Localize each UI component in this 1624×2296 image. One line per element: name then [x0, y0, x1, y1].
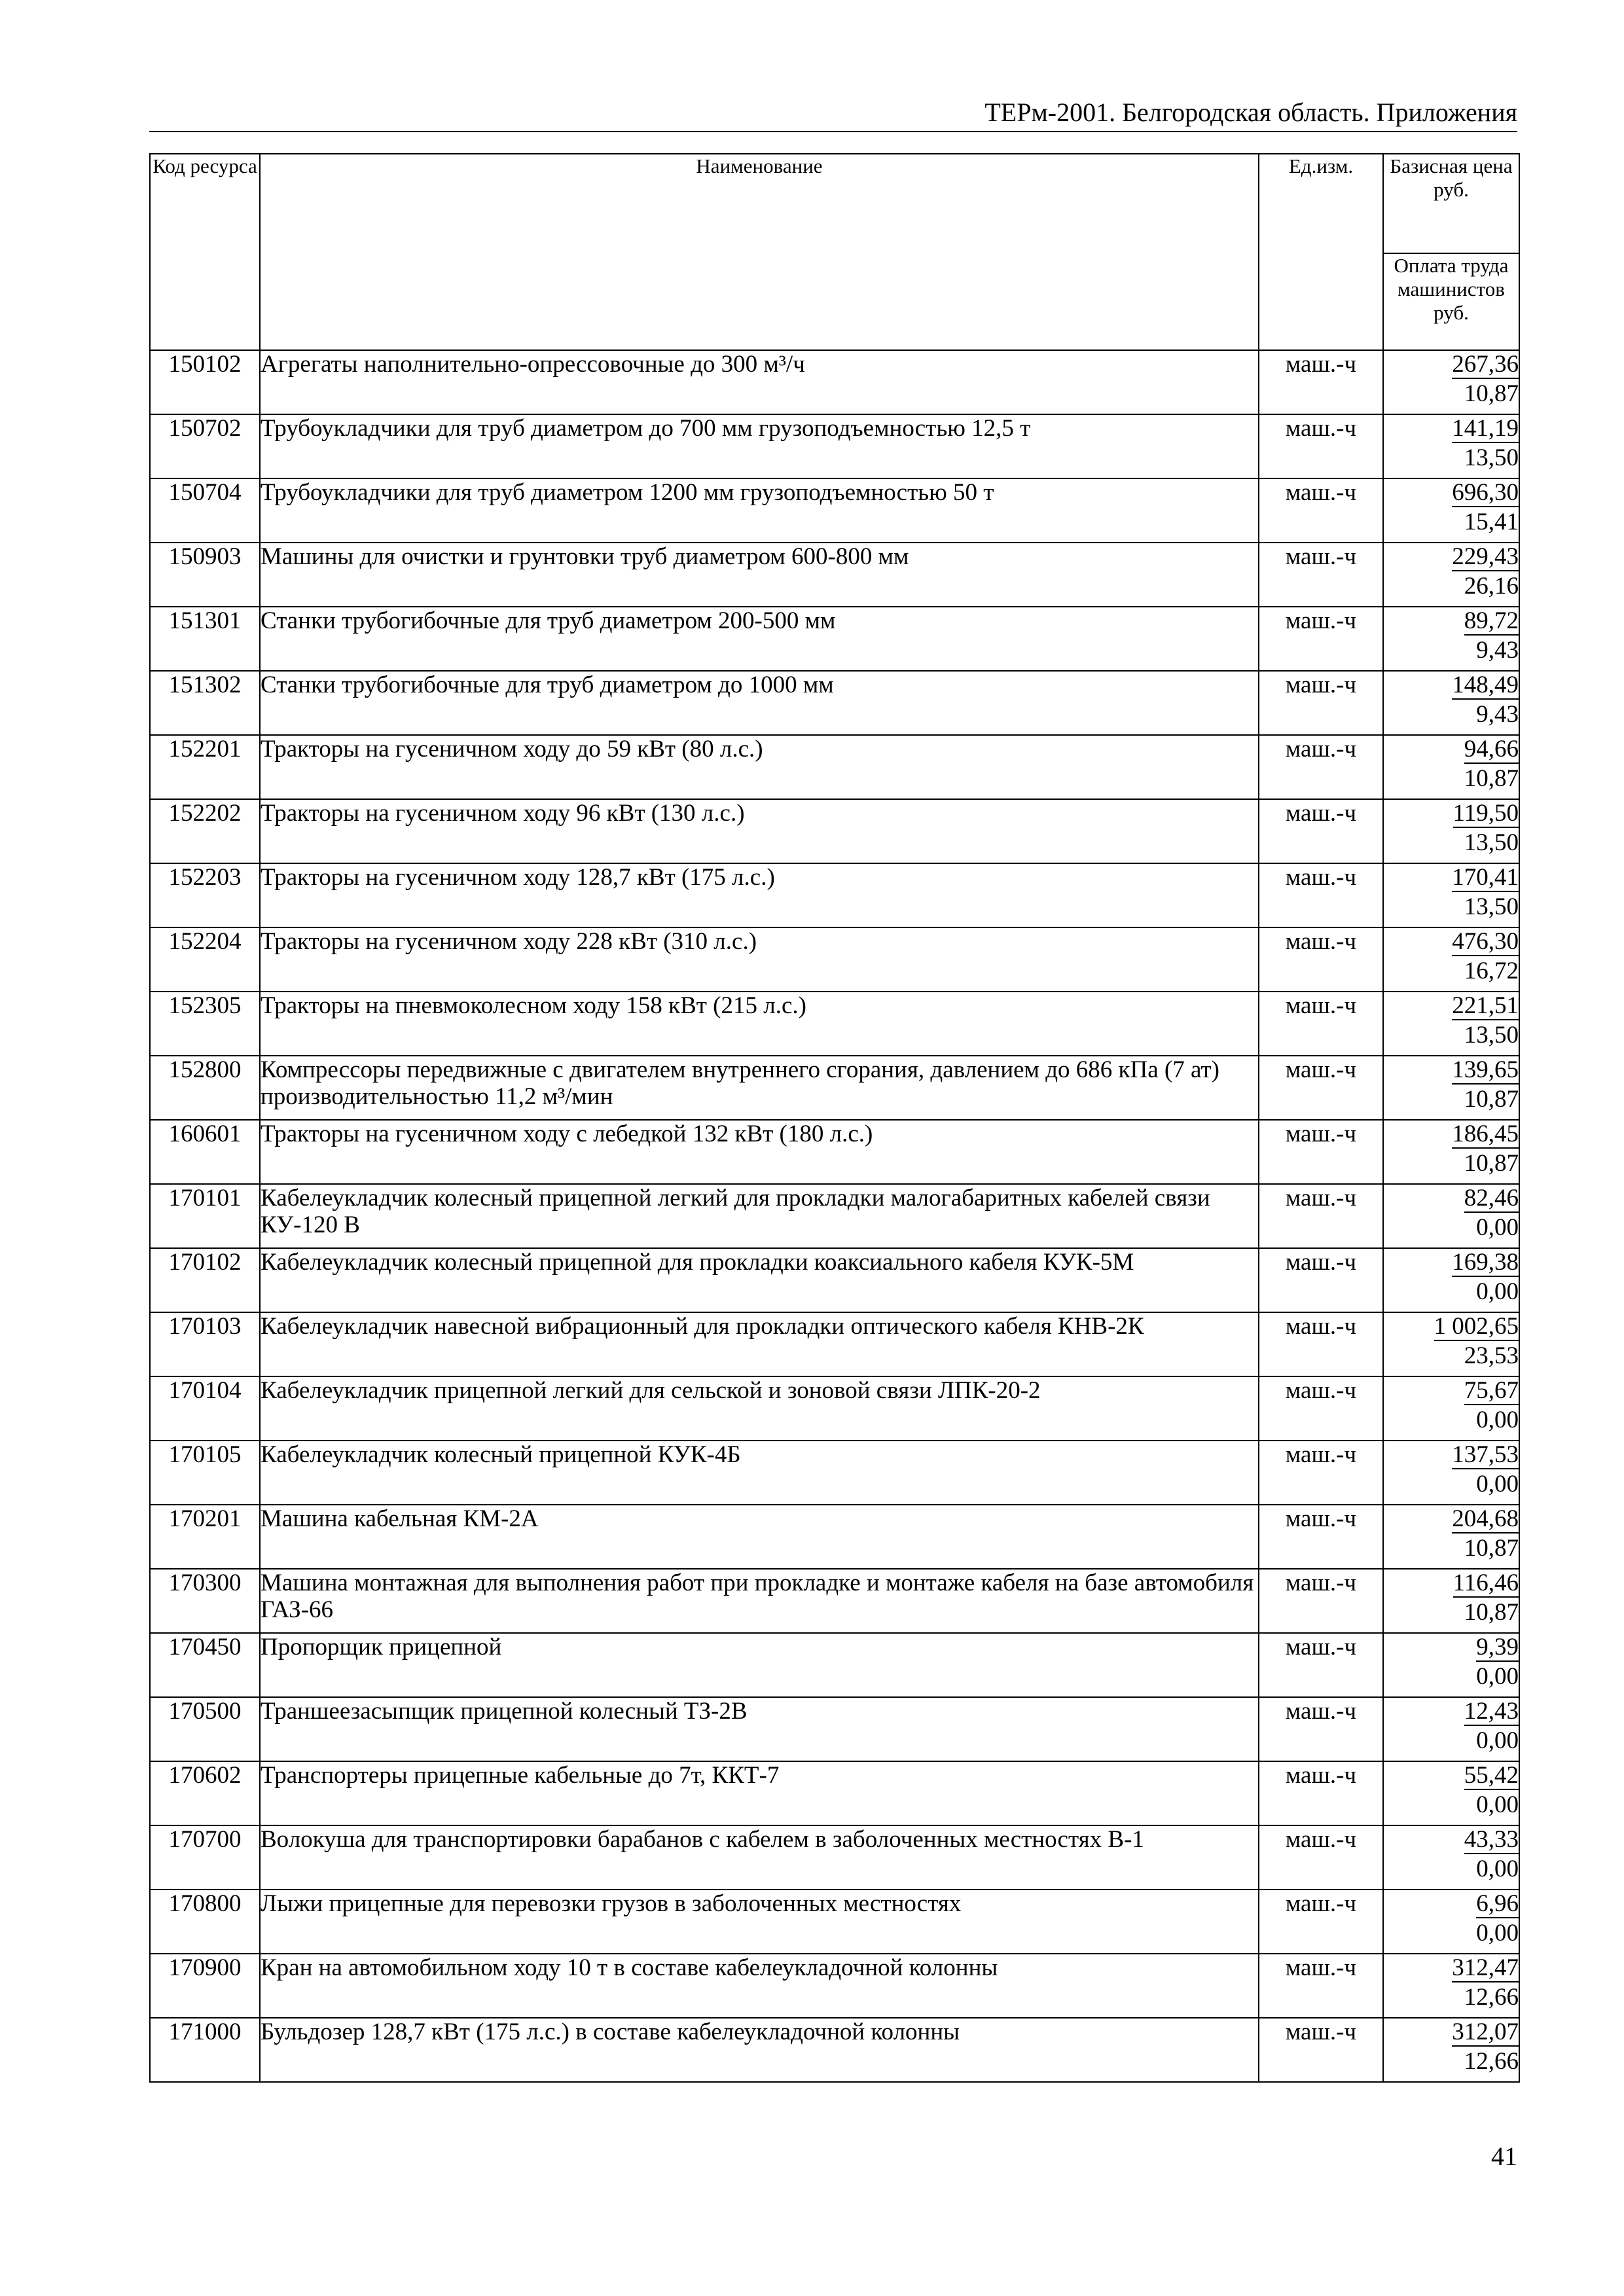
resource-price-cell [1383, 414, 1519, 478]
resource-price-cell [1383, 607, 1519, 671]
resource-unit: маш.-ч [1259, 671, 1383, 735]
base-price: 267,36 [1452, 351, 1519, 378]
resource-price-cell [1383, 1825, 1519, 1890]
resource-name: Лыжи прицепные для перевозки грузов в заболоченных местностях [260, 1890, 1259, 1954]
resource-name: Тракторы на гусеничном ходу 96 кВт (130 л.с.) [260, 799, 1259, 863]
resource-unit: маш.-ч [1259, 1633, 1383, 1697]
resource-unit: маш.-ч [1259, 927, 1383, 992]
resource-code: 170101 [150, 1184, 260, 1248]
table-row [150, 992, 1519, 1056]
resource-unit: маш.-ч [1259, 1441, 1383, 1505]
base-price: 94,66 [1464, 736, 1519, 762]
resource-name: Компрессоры передвижные с двигателем внутреннего сгорания, давлением до 686 кПа (7 ат) производительностью 11,2 м³/мин [260, 1056, 1259, 1120]
operator-labor-cost: 10,87 [1464, 1535, 1519, 1562]
resource-unit: маш.-ч [1259, 543, 1383, 607]
resource-price-cell [1383, 478, 1519, 543]
page-number: 41 [1491, 2142, 1517, 2171]
resource-price-cell [1383, 1761, 1519, 1825]
resource-unit: маш.-ч [1259, 1184, 1383, 1248]
resource-unit: маш.-ч [1259, 1890, 1383, 1954]
resource-price-cell [1383, 1376, 1519, 1441]
resource-code: 150903 [150, 543, 260, 607]
resource-price-cell [1383, 543, 1519, 607]
resource-price-table [149, 153, 1520, 2083]
operator-labor-cost: 13,50 [1464, 444, 1519, 471]
base-price: 75,67 [1464, 1377, 1519, 1404]
table-row [150, 671, 1519, 735]
base-price: 6,96 [1476, 1890, 1519, 1917]
resource-name: Станки трубогибочные для труб диаметром до 1000 мм [260, 671, 1259, 735]
resource-name: Кабелеукладчик прицепной легкий для сельской и зоновой связи ЛПК-20-2 [260, 1376, 1259, 1441]
resource-unit: маш.-ч [1259, 2018, 1383, 2082]
table-row [150, 735, 1519, 799]
operator-labor-cost: 12,66 [1464, 2048, 1519, 2075]
resource-price-cell [1383, 671, 1519, 735]
operator-labor-cost: 10,87 [1464, 1150, 1519, 1177]
resource-name: Бульдозер 128,7 кВт (175 л.с.) в составе кабелеукладочной колонны [260, 2018, 1259, 2082]
resource-unit: маш.-ч [1259, 1569, 1383, 1633]
operator-labor-cost: 13,50 [1464, 893, 1519, 920]
resource-code: 170104 [150, 1376, 260, 1441]
column-header-base-price: Базисная цена руб. [1383, 154, 1519, 253]
resource-code: 170103 [150, 1312, 260, 1376]
resource-code: 171000 [150, 2018, 260, 2082]
column-header-name: Наименование [260, 154, 1259, 350]
resource-name: Волокуша для транспортировки барабанов с кабелем в заболоченных местностях В-1 [260, 1825, 1259, 1890]
resource-code: 170201 [150, 1505, 260, 1569]
resource-code: 160601 [150, 1120, 260, 1184]
resource-price-cell [1383, 1890, 1519, 1954]
resource-price-cell [1383, 1248, 1519, 1312]
resource-name: Пропорщик прицепной [260, 1633, 1259, 1697]
resource-code: 170102 [150, 1248, 260, 1312]
table-row [150, 1569, 1519, 1633]
table-row [150, 607, 1519, 671]
table-row [150, 1761, 1519, 1825]
column-header-labor: Оплата труда машинистов руб. [1383, 253, 1519, 350]
operator-labor-cost: 10,87 [1464, 380, 1519, 407]
base-price: 55,42 [1464, 1762, 1519, 1789]
resource-name: Кабелеукладчик навесной вибрационный для прокладки оптического кабеля КНВ-2К [260, 1312, 1259, 1376]
operator-labor-cost: 0,00 [1476, 1791, 1519, 1818]
resource-code: 152202 [150, 799, 260, 863]
resource-price-cell [1383, 1505, 1519, 1569]
resource-code: 151301 [150, 607, 260, 671]
operator-labor-cost: 23,53 [1464, 1342, 1519, 1369]
resource-code: 170105 [150, 1441, 260, 1505]
resource-code: 170700 [150, 1825, 260, 1890]
operator-labor-cost: 9,43 [1476, 701, 1519, 728]
operator-labor-cost: 0,00 [1476, 1920, 1519, 1946]
base-price: 116,46 [1453, 1570, 1519, 1596]
table-row [150, 2018, 1519, 2082]
base-price: 12,43 [1464, 1698, 1519, 1725]
resource-code: 170450 [150, 1633, 260, 1697]
resource-name: Тракторы на гусеничном ходу до 59 кВт (80 л.с.) [260, 735, 1259, 799]
resource-unit: маш.-ч [1259, 1120, 1383, 1184]
resource-code: 170500 [150, 1697, 260, 1761]
base-price: 169,38 [1452, 1249, 1519, 1276]
table-row [150, 1312, 1519, 1376]
resource-code: 170602 [150, 1761, 260, 1825]
base-price: 229,43 [1452, 543, 1519, 570]
resource-code: 150704 [150, 478, 260, 543]
resource-price-cell [1383, 799, 1519, 863]
resource-name: Машины для очистки и грунтовки труб диаметром 600-800 мм [260, 543, 1259, 607]
resource-unit: маш.-ч [1259, 799, 1383, 863]
base-price: 82,46 [1464, 1185, 1519, 1211]
resource-code: 151302 [150, 671, 260, 735]
resource-code: 152204 [150, 927, 260, 992]
table-body [150, 350, 1519, 2082]
table-row [150, 1376, 1519, 1441]
resource-price-cell [1383, 1441, 1519, 1505]
document-title: ТЕРм-2001. Белгородская область. Приложения [984, 98, 1517, 127]
resource-name: Машина монтажная для выполнения работ при прокладке и монтаже кабеля на базе автомобиля ГАЗ-66 [260, 1569, 1259, 1633]
base-price: 119,50 [1453, 800, 1519, 827]
operator-labor-cost: 12,66 [1464, 1984, 1519, 2011]
table-row [150, 1505, 1519, 1569]
table-row [150, 1248, 1519, 1312]
base-price: 148,49 [1452, 672, 1519, 698]
table-header-row [150, 154, 1519, 253]
resource-price-cell [1383, 735, 1519, 799]
base-price: 312,47 [1452, 1954, 1519, 1981]
resource-unit: маш.-ч [1259, 1825, 1383, 1890]
table-row [150, 350, 1519, 414]
operator-labor-cost: 0,00 [1476, 1278, 1519, 1305]
resource-price-cell [1383, 1633, 1519, 1697]
operator-labor-cost: 0,00 [1476, 1663, 1519, 1690]
table-row [150, 927, 1519, 992]
operator-labor-cost: 0,00 [1476, 1727, 1519, 1754]
resource-unit: маш.-ч [1259, 1312, 1383, 1376]
column-header-unit: Ед.изм. [1259, 154, 1383, 350]
table-row [150, 1954, 1519, 2018]
operator-labor-cost: 0,00 [1476, 1407, 1519, 1433]
operator-labor-cost: 0,00 [1476, 1214, 1519, 1241]
resource-price-cell [1383, 2018, 1519, 2082]
resource-unit: маш.-ч [1259, 1761, 1383, 1825]
operator-labor-cost: 10,87 [1464, 765, 1519, 792]
resource-code: 152201 [150, 735, 260, 799]
base-price: 137,53 [1452, 1441, 1519, 1468]
resource-price-cell [1383, 992, 1519, 1056]
resource-name: Машина кабельная КМ-2А [260, 1505, 1259, 1569]
table-row [150, 1697, 1519, 1761]
table-row [150, 478, 1519, 543]
resource-unit: маш.-ч [1259, 735, 1383, 799]
resource-name: Кабелеукладчик колесный прицепной легкий для прокладки малогабаритных кабелей связи КУ-120 В [260, 1184, 1259, 1248]
resource-unit: маш.-ч [1259, 1697, 1383, 1761]
table-row [150, 543, 1519, 607]
resource-code: 152203 [150, 863, 260, 927]
resource-price-cell [1383, 1120, 1519, 1184]
resource-name: Кран на автомобильном ходу 10 т в составе кабелеукладочной колонны [260, 1954, 1259, 2018]
resource-code: 170900 [150, 1954, 260, 2018]
base-price: 141,19 [1452, 415, 1519, 442]
base-price: 43,33 [1464, 1826, 1519, 1853]
table-row [150, 1633, 1519, 1697]
table-row [150, 1056, 1519, 1120]
resource-unit: маш.-ч [1259, 1056, 1383, 1120]
resource-price-cell [1383, 1184, 1519, 1248]
resource-name: Тракторы на пневмоколесном ходу 158 кВт (215 л.с.) [260, 992, 1259, 1056]
resource-name: Трубоукладчики для труб диаметром до 700 мм грузоподъемностью 12,5 т [260, 414, 1259, 478]
base-price: 170,41 [1452, 864, 1519, 891]
operator-labor-cost: 9,43 [1476, 637, 1519, 664]
resource-unit: маш.-ч [1259, 1248, 1383, 1312]
resource-price-cell [1383, 1056, 1519, 1120]
base-price: 476,30 [1452, 928, 1519, 955]
base-price: 9,39 [1476, 1634, 1519, 1660]
operator-labor-cost: 13,50 [1464, 1022, 1519, 1049]
column-header-code: Код ресурса [150, 154, 260, 350]
base-price: 139,65 [1452, 1056, 1519, 1083]
table-row [150, 1825, 1519, 1890]
operator-labor-cost: 0,00 [1476, 1856, 1519, 1882]
resource-name: Кабелеукладчик колесный прицепной для прокладки коаксиального кабеля КУК-5М [260, 1248, 1259, 1312]
base-price: 1 002,65 [1434, 1313, 1519, 1340]
resource-name: Транспортеры прицепные кабельные до 7т, ККТ-7 [260, 1761, 1259, 1825]
resource-code: 150702 [150, 414, 260, 478]
resource-name: Агрегаты наполнительно-опрессовочные до 300 м³/ч [260, 350, 1259, 414]
resource-unit: маш.-ч [1259, 350, 1383, 414]
resource-name: Траншеезасыпщик прицепной колесный ТЗ-2В [260, 1697, 1259, 1761]
resource-name: Станки трубогибочные для труб диаметром 200-500 мм [260, 607, 1259, 671]
base-price: 221,51 [1452, 992, 1519, 1019]
operator-labor-cost: 26,16 [1464, 573, 1519, 600]
resource-name: Кабелеукладчик колесный прицепной КУК-4Б [260, 1441, 1259, 1505]
operator-labor-cost: 13,50 [1464, 829, 1519, 856]
resource-unit: маш.-ч [1259, 478, 1383, 543]
table-row [150, 1120, 1519, 1184]
resource-code: 150102 [150, 350, 260, 414]
base-price: 89,72 [1464, 607, 1519, 634]
resource-unit: маш.-ч [1259, 992, 1383, 1056]
resource-unit: маш.-ч [1259, 1505, 1383, 1569]
operator-labor-cost: 10,87 [1464, 1086, 1519, 1113]
base-price: 696,30 [1452, 479, 1519, 506]
resource-price-cell [1383, 1697, 1519, 1761]
resource-name: Трубоукладчики для труб диаметром 1200 мм грузоподъемностью 50 т [260, 478, 1259, 543]
resource-unit: маш.-ч [1259, 607, 1383, 671]
table-row [150, 1890, 1519, 1954]
resource-name: Тракторы на гусеничном ходу 128,7 кВт (175 л.с.) [260, 863, 1259, 927]
resource-price-cell [1383, 927, 1519, 992]
table-row [150, 1184, 1519, 1248]
resource-price-cell [1383, 1312, 1519, 1376]
resource-price-cell [1383, 863, 1519, 927]
resource-price-cell [1383, 1569, 1519, 1633]
table-row [150, 1441, 1519, 1505]
resource-unit: маш.-ч [1259, 863, 1383, 927]
table-row [150, 414, 1519, 478]
base-price: 312,07 [1452, 2018, 1519, 2045]
table-row [150, 799, 1519, 863]
resource-unit: маш.-ч [1259, 414, 1383, 478]
base-price: 204,68 [1452, 1505, 1519, 1532]
operator-labor-cost: 10,87 [1464, 1599, 1519, 1626]
resource-code: 170300 [150, 1569, 260, 1633]
base-price: 186,45 [1452, 1121, 1519, 1147]
operator-labor-cost: 15,41 [1464, 509, 1519, 535]
operator-labor-cost: 16,72 [1464, 958, 1519, 984]
resource-name: Тракторы на гусеничном ходу 228 кВт (310 л.с.) [260, 927, 1259, 992]
page-header [149, 96, 1517, 132]
resource-code: 152800 [150, 1056, 260, 1120]
resource-price-cell [1383, 350, 1519, 414]
resource-name: Тракторы на гусеничном ходу с лебедкой 132 кВт (180 л.с.) [260, 1120, 1259, 1184]
table-row [150, 863, 1519, 927]
operator-labor-cost: 0,00 [1476, 1471, 1519, 1498]
resource-price-cell [1383, 1954, 1519, 2018]
resource-code: 170800 [150, 1890, 260, 1954]
resource-unit: маш.-ч [1259, 1376, 1383, 1441]
resource-unit: маш.-ч [1259, 1954, 1383, 2018]
resource-code: 152305 [150, 992, 260, 1056]
